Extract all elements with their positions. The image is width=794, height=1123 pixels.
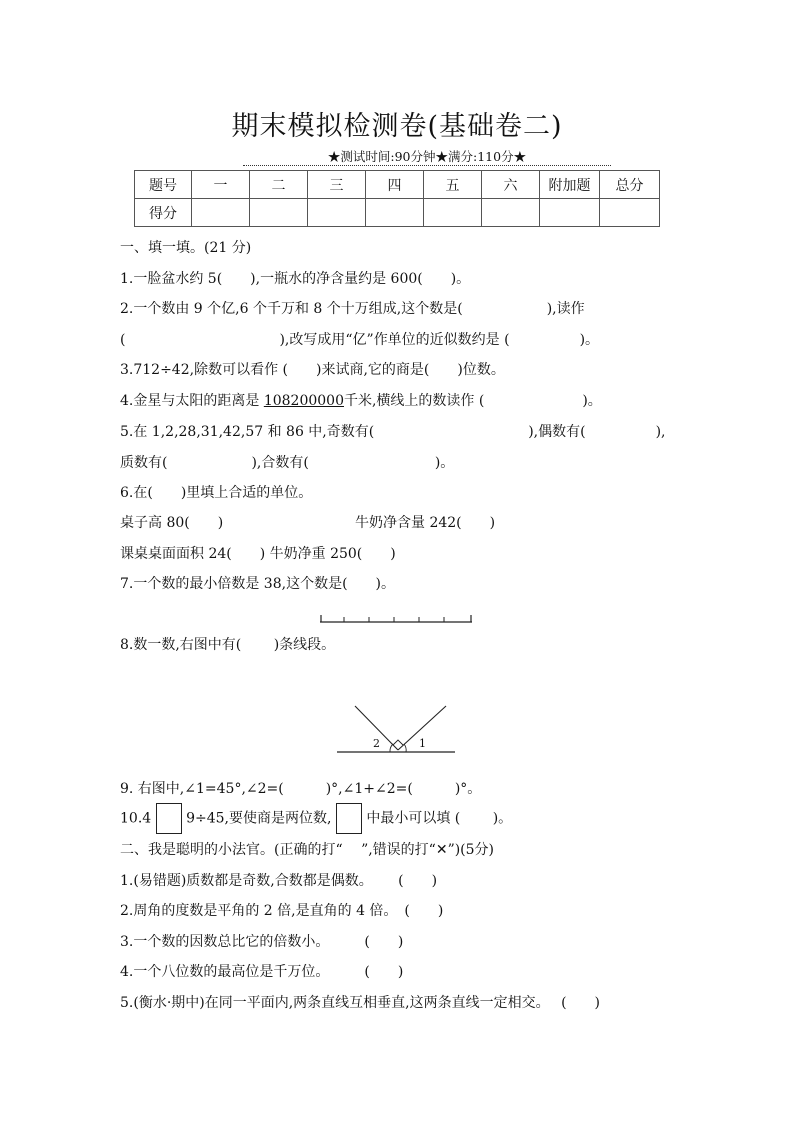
question-7: 7.一个数的最小倍数是 38,这个数是( )。: [120, 576, 395, 592]
score-input-cell[interactable]: [192, 199, 250, 227]
question-6: 6.在( )里填上合适的单位。: [120, 485, 313, 501]
judge-item-5: 5.(衡水·期中)在同一平面内,两条直线互相垂直,这两条直线一定相交。 ( ): [120, 995, 601, 1011]
score-table-header-row: [135, 171, 660, 199]
table-cell: 六: [482, 171, 540, 199]
judge-item-4: 4.一个八位数的最高位是千万位。 ( ): [120, 964, 404, 980]
table-cell: 题号: [135, 171, 192, 199]
score-input-cell[interactable]: [482, 199, 540, 227]
table-cell: 得分: [135, 199, 192, 227]
question-4-suffix: 千米,横线上的数读作 ( )。: [343, 393, 602, 409]
table-cell: 总分: [600, 171, 660, 199]
table-cell: 二: [250, 171, 308, 199]
score-input-cell[interactable]: [366, 199, 424, 227]
angle-label-1: 1: [419, 737, 426, 750]
angle-label-2: 2: [373, 737, 380, 750]
question-3: 3.712÷42,除数可以看作 ( )来试商,它的商是( )位数。: [120, 362, 505, 378]
judge-item-1: 1.(易错题)质数都是奇数,合数都是偶数。 ( ): [120, 873, 438, 889]
score-input-cell[interactable]: [308, 199, 366, 227]
section1-heading: 一、填一填。(21 分): [120, 240, 252, 256]
judge-item-2: 2.周角的度数是平角的 2 倍,是直角的 4 倍。 ( ): [120, 903, 444, 919]
score-table-score-row: [135, 199, 660, 227]
question-6c: 课桌桌面面积 24( ) 牛奶净重 250( ): [120, 546, 396, 562]
question-5-line1: 5.在 1,2,28,31,42,57 和 86 中,奇数有( ),偶数有( ),: [120, 424, 666, 440]
question-4: [120, 390, 602, 410]
question-10-part-b: 9÷45,要使商是两位数,: [186, 810, 332, 827]
page-title: 期末模拟检测卷(基础卷二): [231, 111, 563, 142]
question-6a: 桌子高 80( ): [120, 515, 224, 531]
table-cell: 一: [192, 171, 250, 199]
question-10-part-a: 10.4: [120, 810, 152, 827]
segment-diagram: [318, 612, 476, 626]
question-2-line2: ( ),改写成用“亿”作单位的近似数约是 ( )。: [120, 332, 600, 348]
score-input-cell[interactable]: [250, 199, 308, 227]
question-10-part-c: 中最小可以填 ( )。: [366, 810, 513, 827]
question-9: 9. 右图中,∠1=45°,∠2=( )°,∠1+∠2=( )°。: [120, 781, 482, 797]
judge-item-3: 3.一个数的因数总比它的倍数小。 ( ): [120, 934, 404, 950]
question-2-line1: 2.一个数由 9 个亿,6 个千万和 8 个十万组成,这个数是( ),读作: [120, 301, 585, 317]
table-cell: 五: [424, 171, 482, 199]
table-cell: 四: [366, 171, 424, 199]
question-8: 8.数一数,右图中有( )条线段。: [120, 637, 336, 653]
question-1: 1.一脸盆水约 5( ),一瓶水的净含量约是 600( )。: [120, 271, 471, 287]
subtitle: ★测试时间:90分钟★满分:110分★: [243, 149, 611, 166]
question-10: [120, 803, 512, 834]
question-6b: 牛奶净含量 242( ): [355, 515, 496, 531]
score-table: [134, 170, 660, 227]
angle-diagram: [335, 703, 457, 755]
score-input-cell[interactable]: [424, 199, 482, 227]
section2-heading: 二、我是聪明的小法官。(正确的打“ ”,错误的打“✕”)(5分): [120, 842, 495, 858]
table-cell: 三: [308, 171, 366, 199]
score-input-cell[interactable]: [540, 199, 600, 227]
question-4-prefix: 4.金星与太阳的距离是: [120, 393, 264, 409]
blank-box[interactable]: [156, 803, 182, 834]
blank-box[interactable]: [336, 803, 362, 834]
score-input-cell[interactable]: [600, 199, 660, 227]
question-5-line2: 质数有( ),合数有( )。: [120, 455, 455, 471]
table-cell: 附加题: [540, 171, 600, 199]
underlined-number: 108200000: [263, 393, 344, 409]
